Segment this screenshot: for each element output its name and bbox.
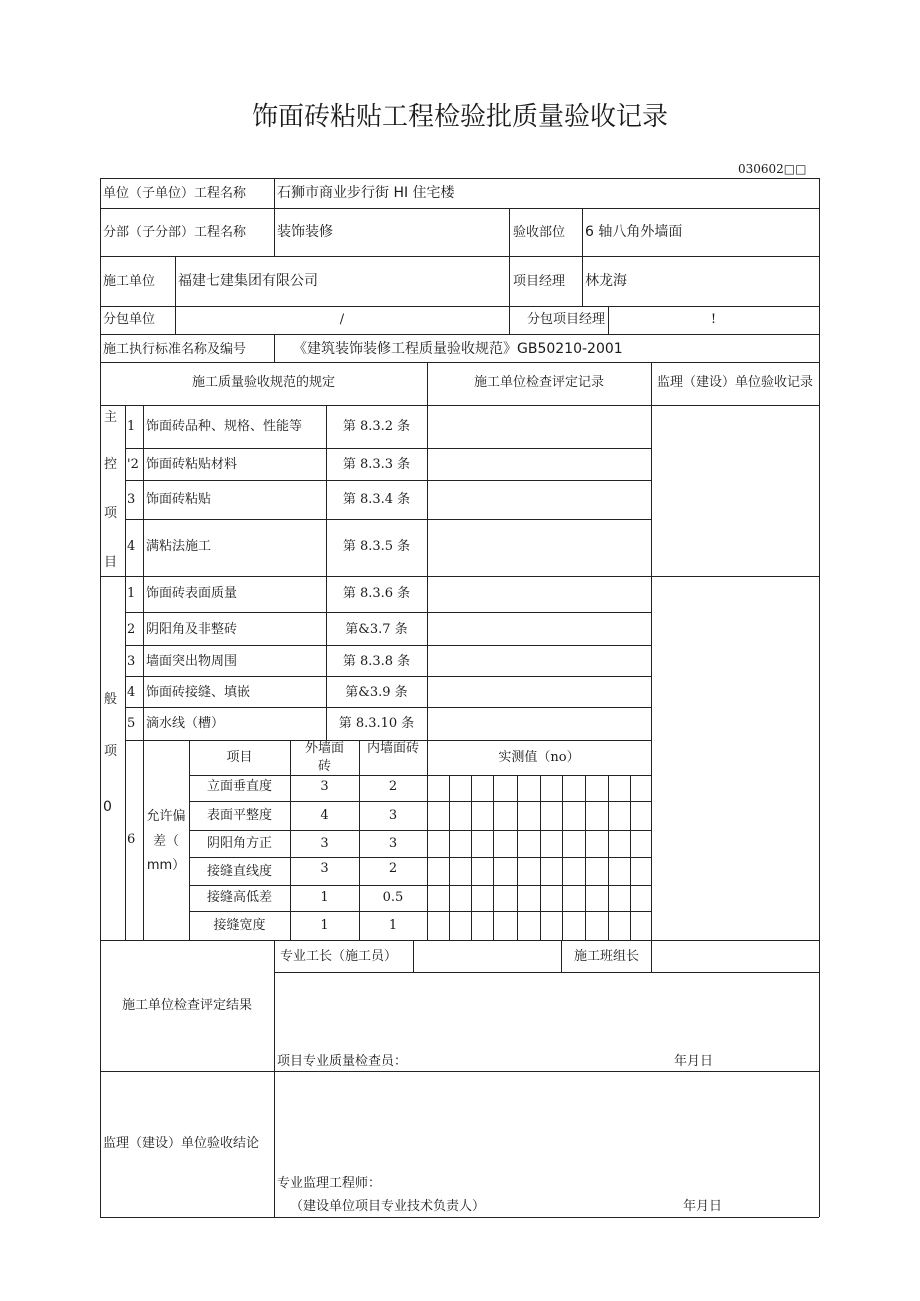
rule bbox=[274, 972, 819, 973]
deviation-label: 允许偏 bbox=[146, 809, 186, 824]
sub-pm-label: 分包项目经理 bbox=[527, 312, 606, 327]
team-leader-label: 施工班组长 bbox=[574, 949, 640, 964]
result-label: 施工单位检查评定结果 bbox=[121, 998, 252, 1013]
main-label-char: 控 bbox=[104, 457, 118, 472]
rule bbox=[274, 178, 275, 256]
rule bbox=[493, 775, 494, 940]
rule bbox=[274, 940, 275, 1217]
main-label-char: 项 bbox=[104, 506, 118, 521]
rule bbox=[561, 940, 562, 972]
main-item-name: 饰面砖粘贴材料 bbox=[146, 457, 238, 472]
rule bbox=[100, 306, 819, 307]
main-item-clause: 第 8.3.2 条 bbox=[342, 419, 411, 434]
rule bbox=[651, 362, 652, 940]
constructor-label: 施工单位 bbox=[103, 274, 156, 289]
dev-head-item: 项目 bbox=[226, 750, 253, 765]
main-item-no: 1 bbox=[127, 419, 136, 434]
rule bbox=[471, 775, 472, 940]
rule bbox=[100, 940, 819, 941]
col-supervision: 监理（建设）单位验收记录 bbox=[656, 375, 813, 390]
accept-part-value: 6 轴八角外墙面 bbox=[585, 224, 683, 240]
general-item-clause: 第&3.7 条 bbox=[345, 622, 408, 637]
rule bbox=[189, 857, 651, 858]
general-item-name: 阴阳角及非整砖 bbox=[146, 622, 238, 637]
standard-value: 《建筑装饰装修工程质量验收规范》GB50210-2001 bbox=[293, 341, 623, 357]
general-item-no: 4 bbox=[127, 685, 136, 700]
rule bbox=[100, 1217, 819, 1218]
general-item-no: 3 bbox=[127, 654, 136, 669]
general-label-char: 般 bbox=[104, 692, 118, 707]
rule bbox=[143, 405, 144, 740]
rule bbox=[582, 208, 583, 306]
page-title: 饰面砖粘贴工程检验批质量验收记录 bbox=[251, 102, 668, 132]
dev-row-name: 表面平整度 bbox=[206, 808, 272, 823]
part-label: 分部（子分部）工程名称 bbox=[103, 225, 247, 240]
dev-row-ext: 4 bbox=[320, 808, 329, 823]
rule bbox=[189, 911, 651, 912]
dev-head-ext: 砖 bbox=[317, 759, 331, 774]
main-label-char: 主 bbox=[104, 410, 118, 425]
rule bbox=[517, 775, 518, 940]
accept-part-label: 验收部位 bbox=[513, 225, 566, 240]
rule bbox=[100, 208, 819, 209]
rule bbox=[540, 775, 541, 940]
dev-head-ext: 外墙面 bbox=[304, 741, 344, 756]
dev-row-int: 3 bbox=[388, 808, 398, 823]
general-item-name: 饰面砖表面质量 bbox=[146, 586, 238, 601]
rule bbox=[100, 334, 819, 335]
pm-value: 林龙海 bbox=[585, 273, 627, 289]
dev-row-ext: 1 bbox=[320, 890, 329, 905]
rule bbox=[630, 775, 631, 940]
rule bbox=[427, 362, 428, 940]
rule bbox=[189, 830, 651, 831]
sub-label: 分包单位 bbox=[103, 312, 156, 327]
rule bbox=[125, 519, 651, 520]
rule bbox=[125, 707, 651, 708]
main-item-clause: 第 8.3.4 条 bbox=[342, 492, 411, 507]
rule bbox=[125, 405, 126, 940]
dev-row-ext: 3 bbox=[320, 836, 329, 851]
rule bbox=[449, 775, 450, 940]
general-label-char: 项 bbox=[104, 744, 118, 759]
rule bbox=[608, 775, 609, 940]
rule bbox=[651, 940, 652, 972]
dev-row-name: 接缝高低差 bbox=[206, 890, 272, 905]
dev-row-int: 2 bbox=[388, 779, 398, 794]
rule bbox=[100, 362, 819, 363]
form-code: 030602□□ bbox=[738, 162, 807, 176]
rule bbox=[189, 775, 651, 776]
rule bbox=[100, 1071, 819, 1072]
main-item-no: 3 bbox=[127, 492, 136, 507]
inspector-label: 项目专业质量检查员： bbox=[277, 1054, 408, 1069]
main-item-no: '2 bbox=[127, 457, 139, 472]
general-item-clause: 第&3.9 条 bbox=[345, 685, 408, 700]
main-item-name: 饰面砖粘贴 bbox=[146, 492, 212, 507]
dev-row-name: 阴阳角方正 bbox=[206, 836, 272, 851]
rule bbox=[100, 178, 101, 1217]
rule bbox=[509, 306, 510, 334]
dev-row-ext: 3 bbox=[320, 779, 329, 794]
rule bbox=[189, 885, 651, 886]
dev-row-int: 2 bbox=[388, 861, 398, 876]
sub-pm-value: ! bbox=[710, 312, 717, 327]
main-item-name: 满粘法施工 bbox=[146, 539, 212, 554]
part-value: 装饰装修 bbox=[277, 224, 333, 240]
rule bbox=[274, 334, 275, 362]
deviation-no: 6 bbox=[127, 832, 136, 847]
dev-row-int: 0.5 bbox=[382, 890, 404, 905]
rule bbox=[413, 940, 414, 972]
rule bbox=[125, 480, 651, 481]
rule bbox=[100, 576, 819, 577]
dev-row-name: 接缝宽度 bbox=[213, 918, 266, 933]
dev-row-ext: 3 bbox=[320, 861, 329, 876]
rule bbox=[125, 612, 651, 613]
rule bbox=[125, 676, 651, 677]
general-item-clause: 第 8.3.8 条 bbox=[342, 654, 411, 669]
main-item-no: 4 bbox=[127, 539, 136, 554]
rule bbox=[562, 775, 563, 940]
sub-value: / bbox=[339, 312, 345, 327]
foreman-label: 专业工长（施工员） bbox=[280, 949, 398, 964]
main-item-clause: 第 8.3.5 条 bbox=[342, 539, 411, 554]
unit-label: 单位（子单位）工程名称 bbox=[103, 186, 247, 201]
conclusion-date: 年月日 bbox=[683, 1199, 723, 1214]
rule bbox=[125, 645, 651, 646]
dev-row-int: 3 bbox=[388, 836, 398, 851]
rule bbox=[819, 178, 820, 1217]
rule bbox=[100, 178, 819, 179]
deviation-label: 差（ bbox=[152, 834, 179, 849]
rule bbox=[100, 256, 819, 257]
general-item-name: 滴水线（槽） bbox=[146, 716, 225, 731]
general-item-no: 5 bbox=[127, 716, 136, 731]
col-spec: 施工质量验收规范的规定 bbox=[191, 375, 335, 390]
rule bbox=[585, 775, 586, 940]
rule bbox=[509, 208, 510, 306]
dev-row-int: 1 bbox=[388, 918, 398, 933]
dev-head-measured: 实测值（no） bbox=[498, 750, 580, 765]
rule bbox=[100, 405, 819, 406]
main-item-name: 饰面砖品种、规格、性能等 bbox=[146, 419, 303, 434]
rule bbox=[125, 448, 651, 449]
col-check: 施工单位检查评定记录 bbox=[473, 375, 604, 390]
general-item-no: 2 bbox=[127, 622, 136, 637]
general-item-name: 墙面突出物周围 bbox=[146, 654, 238, 669]
conclusion-label: 监理（建设）单位验收结论 bbox=[103, 1136, 260, 1151]
general-item-no: 1 bbox=[127, 586, 136, 601]
general-label-char: 0 bbox=[103, 799, 112, 815]
dev-head-int: 内墙面砖 bbox=[366, 741, 419, 756]
result-date: 年月日 bbox=[674, 1054, 714, 1069]
dev-row-name: 立面垂直度 bbox=[206, 779, 272, 794]
main-label-char: 目 bbox=[104, 555, 118, 570]
general-item-clause: 第 8.3.6 条 bbox=[342, 586, 411, 601]
rule bbox=[189, 801, 651, 802]
pm-label: 项目经理 bbox=[513, 274, 566, 289]
engineer-label: 专业监理工程师： bbox=[277, 1176, 382, 1191]
owner-rep-label: （建设单位项目专业技术负责人） bbox=[290, 1199, 486, 1214]
constructor-value: 福建七建集团有限公司 bbox=[178, 273, 318, 289]
dev-row-ext: 1 bbox=[320, 918, 329, 933]
general-item-clause: 第 8.3.10 条 bbox=[338, 716, 415, 731]
standard-label: 施工执行标准名称及编号 bbox=[103, 342, 247, 357]
dev-row-name: 接缝直线度 bbox=[206, 864, 272, 879]
main-item-clause: 第 8.3.3 条 bbox=[342, 457, 411, 472]
deviation-label: mm） bbox=[146, 858, 186, 873]
general-item-name: 饰面砖接缝、填嵌 bbox=[146, 685, 251, 700]
unit-value: 石狮市商业步行街 HI 住宅楼 bbox=[277, 185, 455, 201]
